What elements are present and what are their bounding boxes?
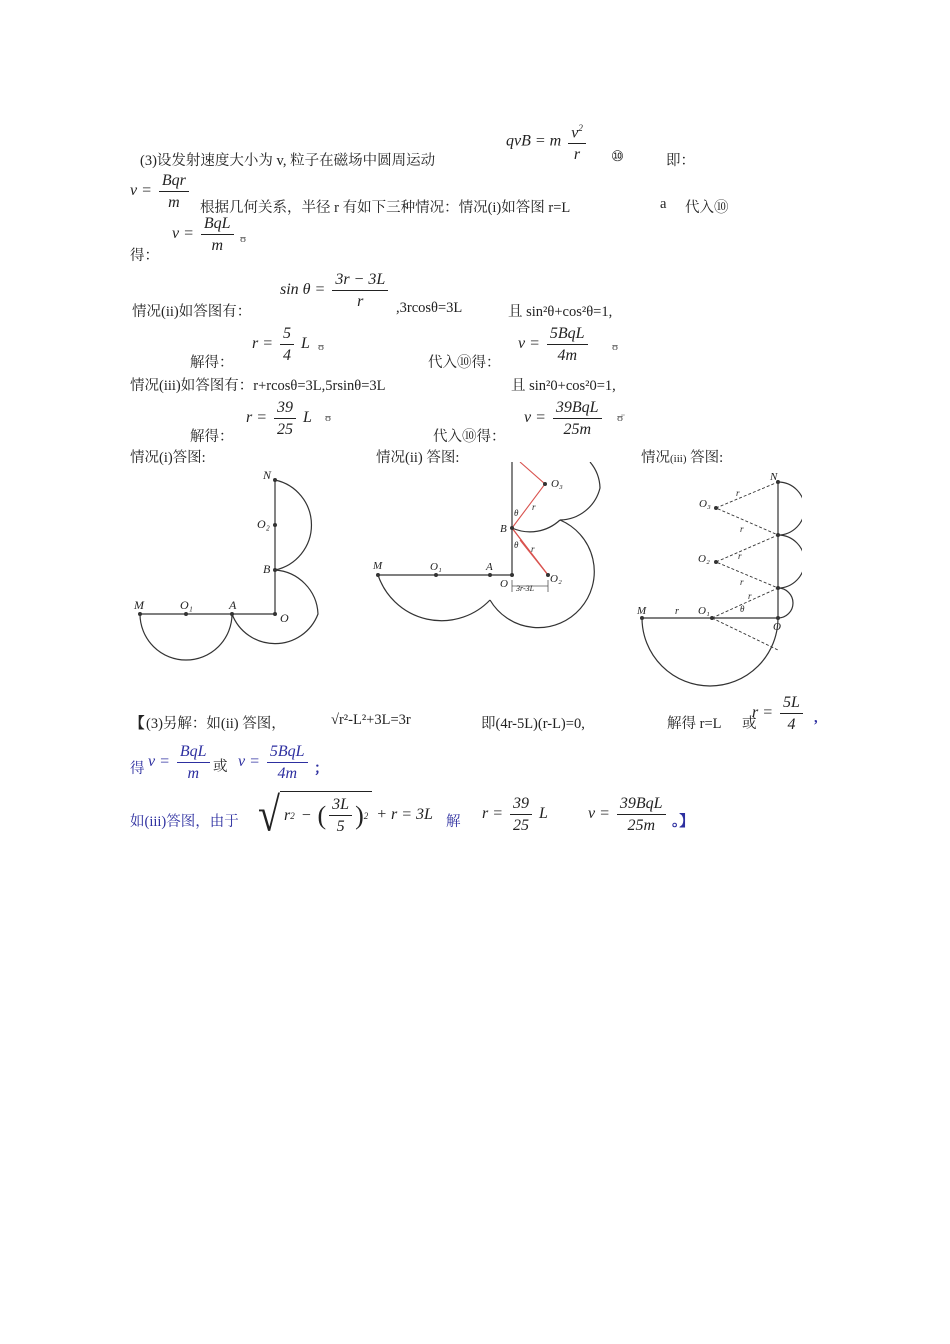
ji-text: 即： — [666, 153, 695, 169]
label-A: A — [229, 598, 237, 612]
label-O2: O₂ — [550, 573, 562, 585]
eq-v-case1: v = $\frac{\text{BqL}}{m}$ — [172, 213, 237, 256]
label-M: M — [637, 605, 647, 617]
stray-mark: ʊ — [318, 341, 325, 353]
bracket-open: 【 — [130, 716, 145, 732]
eq-alt-v3: v = $\frac{\text{39BqL}}{25m}$ — [588, 793, 669, 836]
label-r-1: r — [675, 606, 679, 617]
label-dim: 3r-3L — [516, 584, 535, 593]
label-r-6: r — [736, 488, 740, 498]
alt-or-2: 或 — [213, 759, 228, 775]
alt-de: 得 — [130, 761, 145, 777]
eq-alt3-sqrt: √ r 2 − ( $\frac{3L}{5}$ ) 2 + r = 3L — [258, 787, 433, 842]
label-O3: O₃ — [699, 498, 711, 510]
equation-number-10: ⑩ — [611, 149, 624, 165]
label-O3: O₃ — [551, 478, 563, 490]
alt3-end: 。】 — [672, 814, 694, 830]
stray-mark: ʊ — [612, 341, 619, 353]
label-A: A — [486, 561, 493, 573]
alt3-text: 如(iii)答图，由于 — [130, 814, 239, 830]
alt-or: 或 — [742, 716, 757, 732]
eq-v-case3: v = $\frac{\text{39BqL}}{25m}$ — [524, 397, 605, 440]
stray-mark-2: ʊ̈ — [617, 412, 624, 424]
label-N: N — [263, 468, 272, 482]
label-O1: O₁ — [180, 598, 193, 612]
eq-r-case2: r = $\frac{5}{4}$ L — [252, 325, 310, 364]
eq-alt-v2: v = $\frac{\text{5BqL}}{4m}$ — [238, 741, 311, 784]
geometry-text: 根据几何关系，半径 r 有如下三种情况：情况(i)如答图 r=L — [200, 200, 571, 216]
eq-alt-v1: v = $\frac{\text{BqL}}{m}$ — [148, 741, 213, 784]
alt-solution: 解得 r=L — [667, 716, 722, 732]
eq-v-case2: v = $\frac{\text{5BqL}}{4m}$ — [518, 323, 591, 366]
alt-semicolon: ； — [314, 761, 329, 777]
stray-mark: ʊ — [325, 412, 332, 424]
label-B: B — [263, 562, 271, 576]
label-N: N — [770, 471, 778, 483]
label-theta-upper: θ — [514, 508, 519, 518]
label-r-upper: r — [532, 502, 536, 512]
alt-comma: , — [814, 710, 818, 726]
figure-case-i — [128, 462, 328, 667]
label-O2: O₂ — [257, 517, 270, 531]
case2-prefix: 情况(ii)如答图有： — [132, 304, 252, 320]
fig-iii-caption: 情况(iii) 答图: — [641, 450, 724, 466]
fig-ii-caption: 情况(ii) 答图: — [376, 450, 460, 466]
label-theta: θ — [740, 604, 745, 614]
label-r-lower: r — [531, 544, 535, 554]
label-O1: O₁ — [430, 561, 442, 573]
sub10-de-1: 代入⑩得： — [428, 355, 501, 371]
de-label: 得： — [130, 248, 159, 264]
label-M: M — [134, 598, 144, 612]
eq-v-bqr: v = $\frac{\text{Bqr}}{m}$ — [130, 170, 192, 213]
label-O: O — [500, 578, 508, 590]
fig-i-caption: 情况(i)答图: — [130, 450, 206, 466]
label-r-5: r — [740, 524, 744, 534]
label-O: O — [773, 621, 781, 633]
case2-eq3: 且 sin²θ+cos²θ=1, — [508, 304, 613, 320]
a-mark: a — [660, 196, 667, 212]
label-O: O — [280, 611, 289, 625]
jiede-2: 解得： — [190, 429, 234, 445]
label-theta-lower: θ — [514, 540, 519, 550]
alt-intro: (3)另解：如(ii) 答图， — [146, 716, 286, 732]
case2-eq2: ,3rcosθ=3L — [396, 300, 463, 316]
label-O2: O₂ — [698, 553, 710, 565]
substitute-10: 代入⑩ — [685, 200, 729, 216]
eq-sin-theta: sin θ = $\frac{3r - 3L}{r}$ — [280, 269, 391, 312]
eq-alt-r: r = $\frac{5L}{4}$ — [752, 692, 806, 735]
alt-eq2: 即(4r-5L)(r-L)=0, — [481, 716, 585, 732]
intro-text: (3)设发射速度大小为 v, 粒子在磁场中圆周运动 — [140, 153, 436, 169]
alt-eq: √r²-L²+3L=3r — [331, 712, 411, 728]
jiede-1: 解得： — [190, 355, 234, 371]
stray-mark: ʊ — [240, 233, 247, 245]
label-r-4: r — [738, 551, 742, 561]
eq-lorentz-force: qvB = m $\frac{v^2}{r}$ — [506, 118, 589, 165]
case3-text: 情况(iii)如答图有：r+rcosθ=3L,5rsinθ=3L — [130, 378, 386, 394]
label-r-3: r — [740, 577, 744, 587]
eq-r-case3: r = $\frac{39}{25}$ L — [246, 399, 312, 438]
label-B: B — [500, 523, 507, 535]
label-r-2: r — [748, 591, 752, 601]
label-O1: O₁ — [698, 605, 710, 617]
figure-case-iii — [632, 462, 802, 694]
case3-eq3: 且 sin²0+cos²0=1, — [511, 378, 616, 394]
label-M: M — [373, 560, 383, 572]
eq-alt-r3: r = $\frac{39}{25}$ L — [482, 795, 548, 834]
sub10-de-2: 代入⑩得： — [433, 429, 506, 445]
figure-case-ii — [370, 462, 610, 634]
alt3-jie: 解 — [446, 814, 461, 830]
